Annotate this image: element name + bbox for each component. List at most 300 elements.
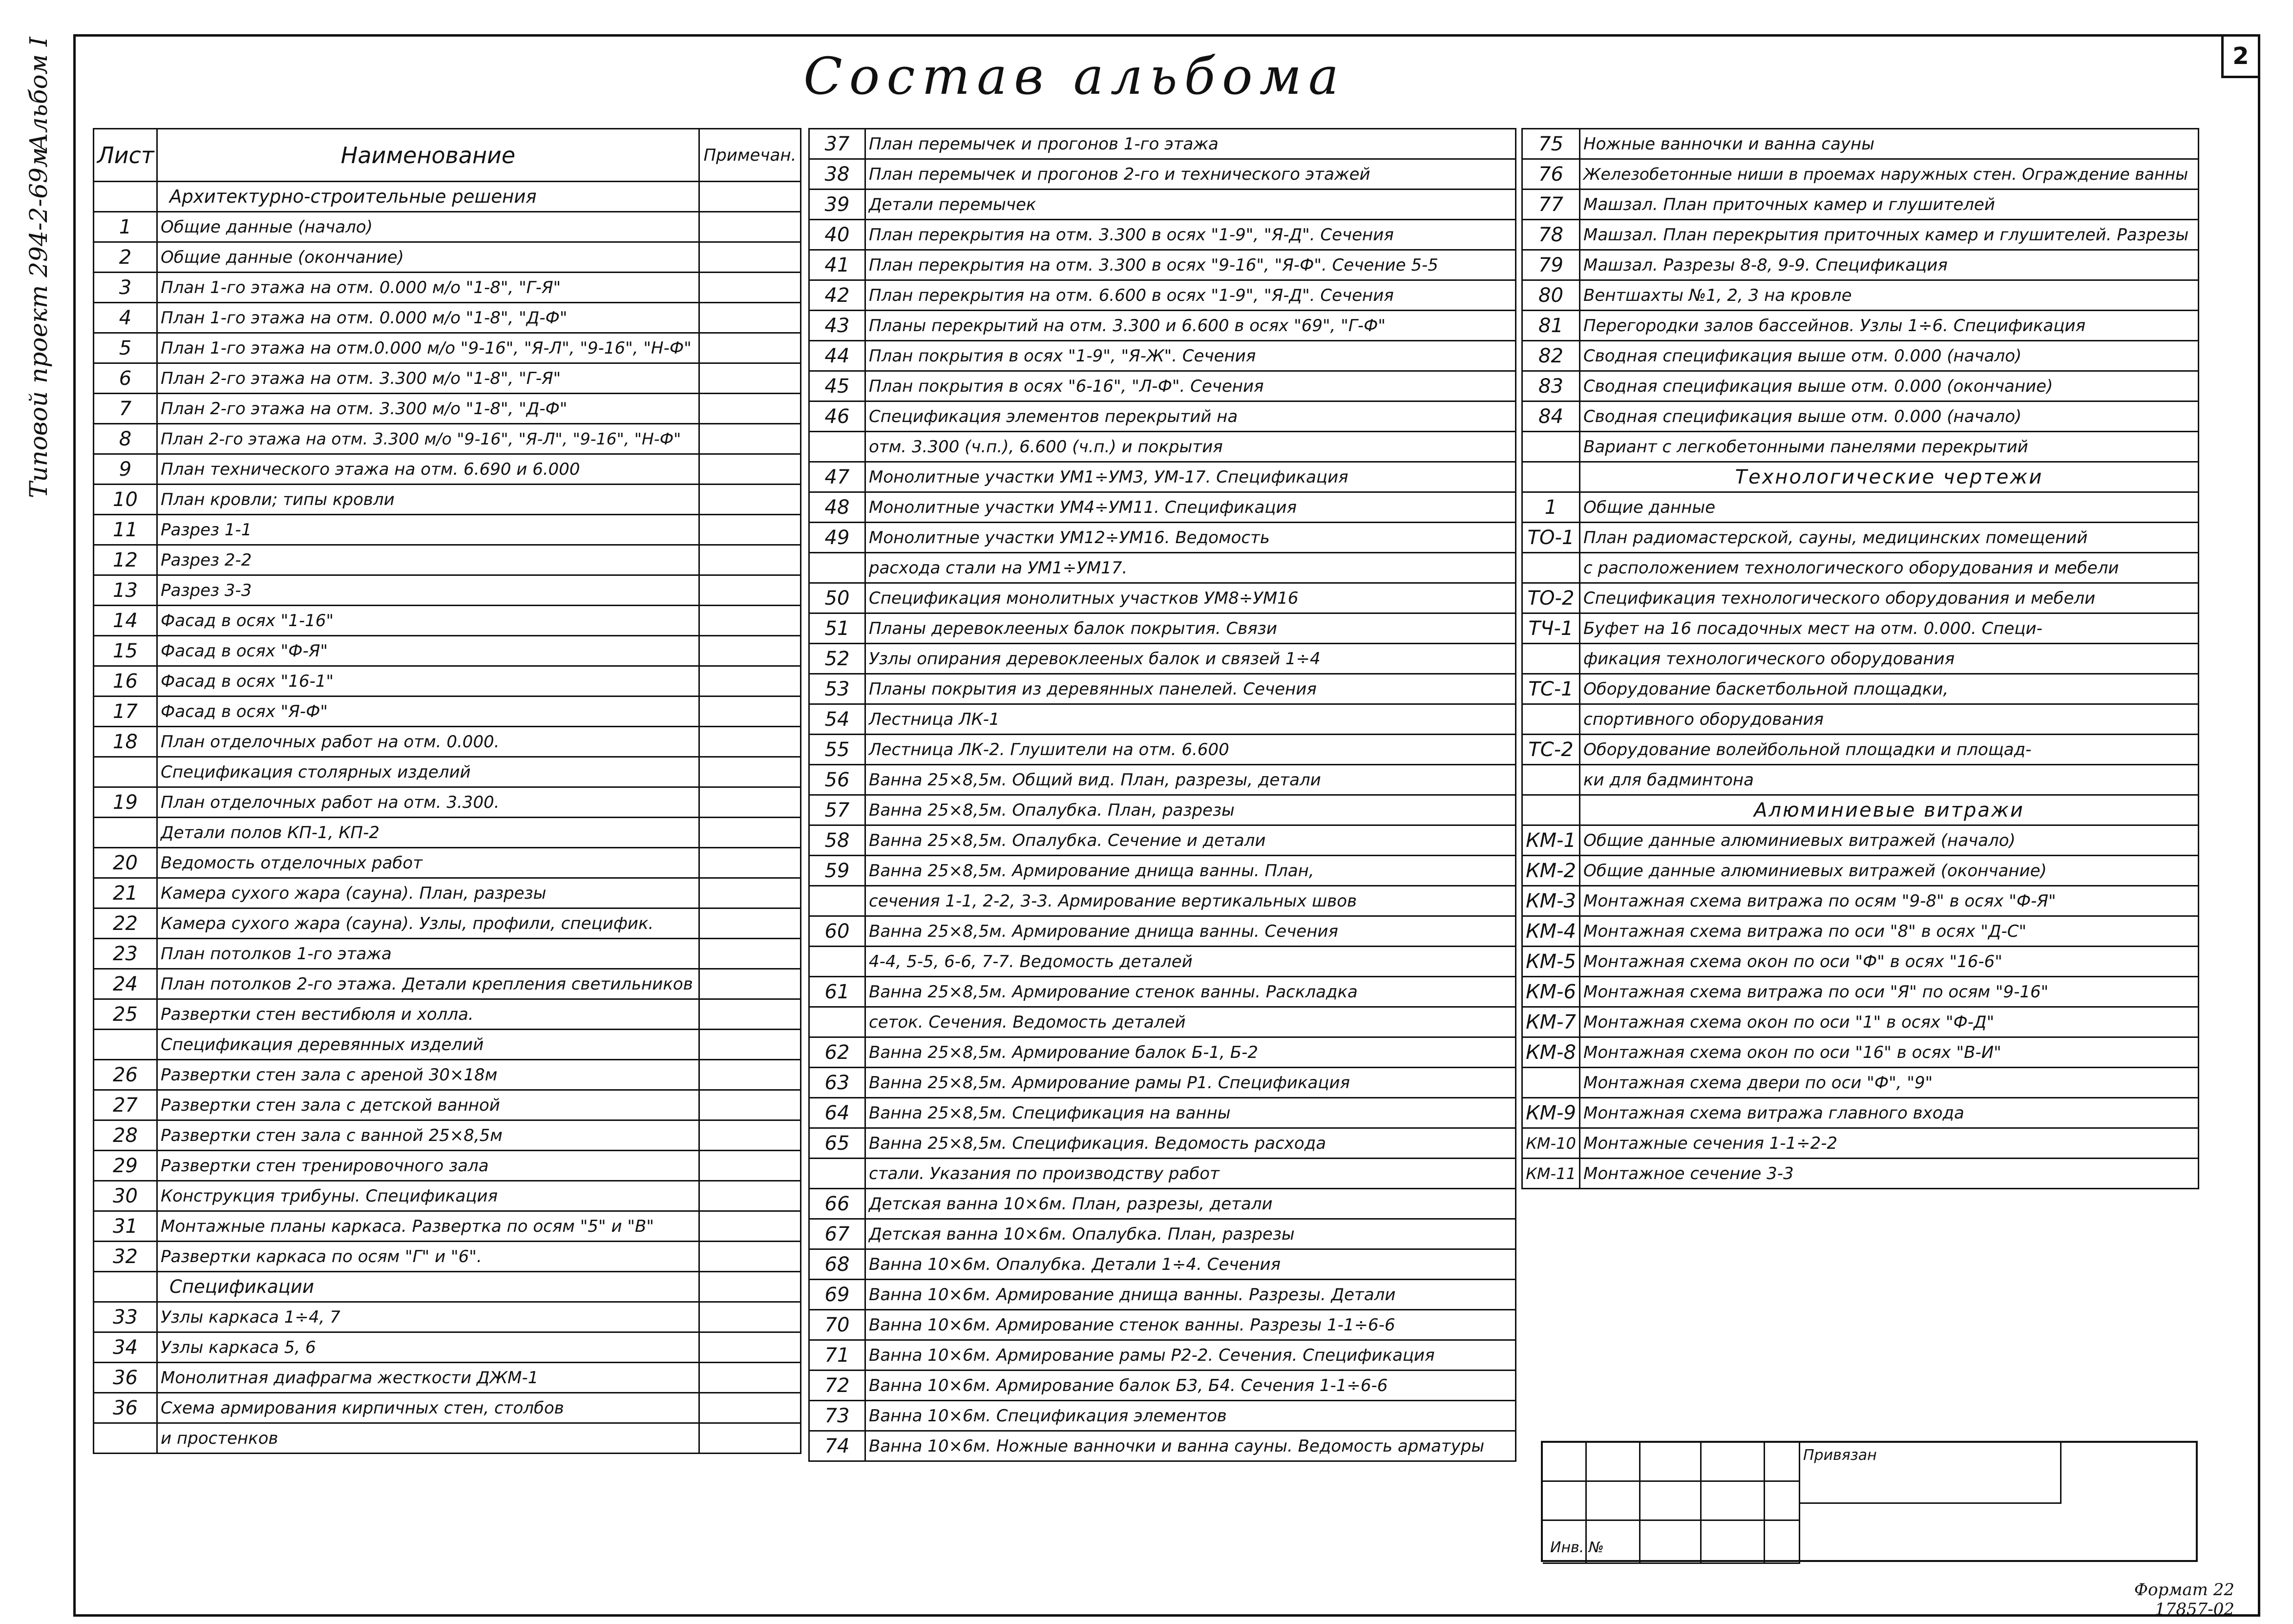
sheet-number-cell: ТС-1 — [1522, 674, 1580, 704]
table-row — [94, 1211, 801, 1242]
sheet-title-cell: План перемычек и прогонов 1-го этажа — [865, 129, 1516, 159]
table-row — [1522, 856, 2199, 886]
sheet-number-cell: 10 — [94, 485, 157, 515]
sheet-number-cell: 23 — [94, 939, 157, 969]
sheet-number-cell: 59 — [809, 856, 865, 886]
sheet-number-cell — [809, 1159, 865, 1189]
table-row — [94, 696, 801, 727]
sheet-title-cell: Камера сухого жара (сауна). Узлы, профили, специфик. — [157, 908, 699, 939]
sheet-title-cell: Узлы каркаса 5, 6 — [157, 1332, 699, 1363]
sheet-number-cell: 1 — [94, 212, 157, 242]
sheet-title-cell: План кровли; типы кровли — [157, 485, 699, 515]
side-label — [5, 37, 63, 694]
sheet-title-cell: Развертки стен зала с ареной 30×18м — [157, 1060, 699, 1090]
sheet-title-cell: Ванна 10×6м. Опалубка. Детали 1÷4. Сечения — [865, 1249, 1516, 1280]
table-row — [1522, 401, 2199, 432]
sheet-title-cell: Спецификация технологического оборудования и мебели — [1580, 583, 2199, 613]
table-row — [94, 1030, 801, 1060]
table-row — [809, 735, 1516, 765]
sheet-title-cell: Вариант с легкобетонными панелями перекрытий — [1580, 432, 2199, 462]
table-row — [1522, 341, 2199, 371]
sheet-number-cell: 62 — [809, 1037, 865, 1068]
sheet-title-cell: Общие данные — [1580, 492, 2199, 523]
sheet-number-cell: 8 — [94, 424, 157, 454]
sheet-number-cell: 84 — [1522, 401, 1580, 432]
note-cell — [699, 242, 801, 273]
table-row — [1522, 1159, 2199, 1189]
table-row — [809, 674, 1516, 704]
table-row — [94, 969, 801, 999]
sheet-number-cell: 63 — [809, 1068, 865, 1098]
sheet-title-cell: сечения 1-1, 2-2, 3-3. Армирование вертикальных швов — [865, 886, 1516, 916]
sheet-title-cell: Узлы опирания деревоклееных балок и связей 1÷4 — [865, 644, 1516, 674]
sheet-number-cell: 52 — [809, 644, 865, 674]
sheet-number-cell: 71 — [809, 1340, 865, 1371]
table-row — [809, 1128, 1516, 1159]
note-cell — [699, 848, 801, 878]
table-row — [809, 583, 1516, 613]
side-label-album: Альбом I — [24, 37, 53, 151]
sheet-title-cell: Монолитные участки УМ1÷УМ3, УМ-17. Спецификация — [865, 462, 1516, 492]
sheet-title-cell: Разрез 1-1 — [157, 515, 699, 545]
table-row — [809, 825, 1516, 856]
table-row — [809, 1007, 1516, 1037]
sheet-number-cell — [94, 1272, 157, 1302]
sheet-title-cell: Детали перемычек — [865, 190, 1516, 220]
sheet-number-cell — [809, 553, 865, 583]
sheet-title-cell: Вентшахты №1, 2, 3 на кровле — [1580, 280, 2199, 311]
note-cell — [699, 1151, 801, 1181]
sheet-title-cell: План потолков 2-го этажа. Детали крепления светильников — [157, 969, 699, 999]
sheet-title-cell: План отделочных работ на отм. 0.000. — [157, 727, 699, 757]
table-row — [1522, 735, 2199, 765]
sheet-title-cell: План технического этажа на отм. 6.690 и 6.000 — [157, 454, 699, 485]
sheet-number-cell — [809, 886, 865, 916]
table-row — [809, 1340, 1516, 1371]
note-cell — [699, 878, 801, 908]
sheet-title-cell: Схема армирования кирпичных стен, столбов — [157, 1393, 699, 1423]
sheet-title-cell: Общие данные (начало) — [157, 212, 699, 242]
sheet-title-cell: План 2-го этажа на отм. 3.300 м/о "1-8", "Г-Я" — [157, 363, 699, 394]
sheet-number-cell: 81 — [1522, 311, 1580, 341]
sheet-title-cell: План 2-го этажа на отм. 3.300 м/о "9-16", "Я-Л", "9-16", "Н-Ф" — [157, 424, 699, 454]
sheet-title-cell: План 2-го этажа на отм. 3.300 м/о "1-8", "Д-Ф" — [157, 394, 699, 424]
note-cell — [699, 363, 801, 394]
section-heading: Спецификации — [157, 1272, 699, 1302]
sheet-title-cell: Общие данные (окончание) — [157, 242, 699, 273]
sheet-number-cell — [1522, 704, 1580, 735]
note-cell — [699, 666, 801, 696]
sheet-title-cell: Детали полов КП-1, КП-2 — [157, 818, 699, 848]
sheet-number-cell: КМ-1 — [1522, 825, 1580, 856]
sheet-title-cell: Машзал. Разрезы 8-8, 9-9. Спецификация — [1580, 250, 2199, 280]
sheet-number-cell: 6 — [94, 363, 157, 394]
sheet-title-cell: Монтажная схема двери по оси "Ф", "9" — [1580, 1068, 2199, 1098]
sheet-title-cell: Оборудование волейбольной площадки и площад- — [1580, 735, 2199, 765]
table-row — [809, 523, 1516, 553]
note-cell — [699, 908, 801, 939]
sheet-title-cell: Перегородки залов бассейнов. Узлы 1÷6. Спецификация — [1580, 311, 2199, 341]
sheet-title-cell: Монтажная схема витража по осям "9-8" в осях "Ф-Я" — [1580, 886, 2199, 916]
sheet-title-cell: Развертки стен тренировочного зала — [157, 1151, 699, 1181]
table-row — [94, 908, 801, 939]
note-cell — [699, 999, 801, 1030]
sheet-title-cell: Монтажная схема витража по оси "8" в осях "Д-С" — [1580, 916, 2199, 947]
note-cell — [699, 1423, 801, 1454]
sheet-title-cell: Разрез 2-2 — [157, 545, 699, 575]
sheet-title-cell: План 1-го этажа на отм. 0.000 м/о "1-8", "Д-Ф" — [157, 303, 699, 333]
table-row — [94, 1181, 801, 1211]
table-row — [94, 333, 801, 363]
sheet-title-cell: Монтажное сечение 3-3 — [1580, 1159, 2199, 1189]
note-cell — [699, 1302, 801, 1332]
sheet-title-cell: Монтажная схема окон по оси "Ф" в осях "16-6" — [1580, 947, 2199, 977]
sheet-title-cell: Спецификация деревянных изделий — [157, 1030, 699, 1060]
sheet-title-cell: Ванна 25×8,5м. Армирование стенок ванны. Раскладка — [865, 977, 1516, 1007]
sheet-number-cell: 58 — [809, 825, 865, 856]
sheet-number-cell: 18 — [94, 727, 157, 757]
sheet-title-cell: Монолитная диафрагма жесткости ДЖМ-1 — [157, 1363, 699, 1393]
sheet-number-cell: 74 — [809, 1431, 865, 1461]
table-row — [1522, 311, 2199, 341]
table-row — [94, 1242, 801, 1272]
sheet-title-cell: Узлы каркаса 1÷4, 7 — [157, 1302, 699, 1332]
sheet-title-cell: Ванна 25×8,5м. Спецификация на ванны — [865, 1098, 1516, 1128]
sheet-number-cell: КМ-6 — [1522, 977, 1580, 1007]
sheet-title-cell: Детская ванна 10×6м. План, разрезы, детали — [865, 1189, 1516, 1219]
sheet-number-cell: 75 — [1522, 129, 1580, 159]
table-row — [1522, 492, 2199, 523]
sheet-title-cell: Монтажная схема окон по оси "16" в осях "В-И" — [1580, 1037, 2199, 1068]
sheet-title-cell: расхода стали на УМ1÷УМ17. — [865, 553, 1516, 583]
sheet-number-cell: 32 — [94, 1242, 157, 1272]
table-row — [809, 1310, 1516, 1340]
page-title: Состав альбома — [803, 46, 1346, 106]
note-cell — [699, 333, 801, 363]
sheet-number-cell: 55 — [809, 735, 865, 765]
sheet-number-cell: 49 — [809, 523, 865, 553]
table-row — [94, 363, 801, 394]
sheet-title-cell: Спецификация элементов перекрытий на — [865, 401, 1516, 432]
note-cell — [699, 969, 801, 999]
stamp-inventory-number: Инв. № — [1550, 1539, 1604, 1556]
table-row — [94, 727, 801, 757]
sheet-title-cell: Фасад в осях "16-1" — [157, 666, 699, 696]
sheet-title-cell: Фасад в осях "Я-Ф" — [157, 696, 699, 727]
sheet-title-cell: Сводная спецификация выше отм. 0.000 (начало) — [1580, 341, 2199, 371]
table-row — [1522, 825, 2199, 856]
sheet-number-cell: 77 — [1522, 190, 1580, 220]
sheet-number-cell: 46 — [809, 401, 865, 432]
sheet-number-cell — [94, 1030, 157, 1060]
sheet-title-cell: стали. Указания по производству работ — [865, 1159, 1516, 1189]
sheet-title-cell: Монолитные участки УМ12÷УМ16. Ведомость — [865, 523, 1516, 553]
note-cell — [699, 1332, 801, 1363]
sheet-number-cell: 12 — [94, 545, 157, 575]
table-row — [809, 371, 1516, 401]
sheet-title-cell: Ванна 10×6м. Армирование днища ванны. Разрезы. Детали — [865, 1280, 1516, 1310]
sheet-number-cell: 53 — [809, 674, 865, 704]
table-row — [809, 311, 1516, 341]
sheet-number-cell: 73 — [809, 1401, 865, 1431]
contents-table-2 — [808, 128, 1516, 1462]
table-row — [1522, 1068, 2199, 1098]
table-row — [1522, 583, 2199, 613]
sheet-number-cell — [1522, 462, 1580, 492]
sheet-number-cell: 67 — [809, 1219, 865, 1249]
sheet-number-cell — [1522, 765, 1580, 795]
table-row — [94, 818, 801, 848]
sheet-title-cell: Ванна 10×6м. Армирование рамы Р2-2. Сечения. Спецификация — [865, 1340, 1516, 1371]
table-row — [94, 515, 801, 545]
stamp-label: Привязан — [1803, 1447, 1877, 1464]
sheet-title-cell: План 1-го этажа на отм. 0.000 м/о "1-8", "Г-Я" — [157, 273, 699, 303]
sheet-title-cell: Ванна 25×8,5м. Армирование рамы Р1. Спецификация — [865, 1068, 1516, 1098]
note-cell — [699, 727, 801, 757]
sheet-number-cell: 25 — [94, 999, 157, 1030]
sheet-title-cell: Разрез 3-3 — [157, 575, 699, 606]
sheet-number-cell: 30 — [94, 1181, 157, 1211]
sheet-number-cell: 2 — [94, 242, 157, 273]
table-row — [94, 848, 801, 878]
note-cell — [699, 1030, 801, 1060]
table-row — [1522, 553, 2199, 583]
sheet-title-cell: фикация технологического оборудования — [1580, 644, 2199, 674]
sheet-number-cell: КМ-8 — [1522, 1037, 1580, 1068]
table-row — [809, 704, 1516, 735]
table-row — [1522, 795, 2199, 825]
sheet-title-cell: Ванна 10×6м. Ножные ванночки и ванна сауны. Ведомость арматуры — [865, 1431, 1516, 1461]
sheet-number-cell: 83 — [1522, 371, 1580, 401]
table-row — [809, 1371, 1516, 1401]
table-row — [94, 939, 801, 969]
table-row — [94, 999, 801, 1030]
section-heading: Архитектурно-строительные решения — [157, 182, 699, 212]
table-row — [1522, 613, 2199, 644]
sheet-number-cell: 13 — [94, 575, 157, 606]
sheet-number-cell: 79 — [1522, 250, 1580, 280]
note-cell — [699, 303, 801, 333]
sheet-number-cell: 64 — [809, 1098, 865, 1128]
sheet-title-cell: Спецификация столярных изделий — [157, 757, 699, 787]
sheet-title-cell: План перемычек и прогонов 2-го и технического этажей — [865, 159, 1516, 190]
section-heading: Алюминиевые витражи — [1580, 795, 2199, 825]
note-cell — [699, 424, 801, 454]
sheet-number-cell — [1522, 1068, 1580, 1098]
table-row — [809, 129, 1516, 159]
sheet-number-cell: 42 — [809, 280, 865, 311]
table-row — [809, 856, 1516, 886]
sheet-number-cell: 37 — [809, 129, 865, 159]
note-cell — [699, 818, 801, 848]
sheet-number-cell: 17 — [94, 696, 157, 727]
table-row — [94, 1332, 801, 1363]
sheet-title-cell: Монтажная схема витража главного входа — [1580, 1098, 2199, 1128]
sheet-number-cell: 51 — [809, 613, 865, 644]
header-name: Наименование — [157, 129, 699, 182]
sheet-title-cell: Спецификация монолитных участков УМ8÷УМ16 — [865, 583, 1516, 613]
sheet-number-cell: 43 — [809, 311, 865, 341]
sheet-number-cell: 22 — [94, 908, 157, 939]
table-row — [1522, 220, 2199, 250]
table-row — [94, 636, 801, 666]
sheet-title-cell: отм. 3.300 (ч.п.), 6.600 (ч.п.) и покрытия — [865, 432, 1516, 462]
contents-table-1 — [93, 128, 801, 1454]
sheet-title-cell: Планы покрытия из деревянных панелей. Сечения — [865, 674, 1516, 704]
header-sheet: Лист — [94, 129, 157, 182]
table-row — [809, 220, 1516, 250]
sheet-title-cell: ки для бадминтона — [1580, 765, 2199, 795]
sheet-title-cell: План потолков 1-го этажа — [157, 939, 699, 969]
sheet-title-cell: Машзал. План приточных камер и глушителей — [1580, 190, 2199, 220]
sheet-number-cell — [94, 818, 157, 848]
note-cell — [699, 485, 801, 515]
table-row — [94, 787, 801, 818]
sheet-number-cell — [809, 947, 865, 977]
note-cell — [699, 787, 801, 818]
table-row — [809, 341, 1516, 371]
table-row — [94, 212, 801, 242]
sheet-number: 2 — [2221, 37, 2258, 78]
sheet-number-cell: КМ-3 — [1522, 886, 1580, 916]
table-row — [809, 1401, 1516, 1431]
table-row — [94, 757, 801, 787]
table-row — [809, 644, 1516, 674]
sheet-title-cell: Конструкция трибуны. Спецификация — [157, 1181, 699, 1211]
sheet-number-cell: КМ-10 — [1522, 1128, 1580, 1159]
sheet-title-cell: Оборудование баскетбольной площадки, — [1580, 674, 2199, 704]
sheet-title-cell: Ванна 25×8,5м. Спецификация. Ведомость расхода — [865, 1128, 1516, 1159]
table-row — [94, 878, 801, 908]
sheet-number-cell: 65 — [809, 1128, 865, 1159]
sheet-title-cell: Ванна 25×8,5м. Армирование днища ванны. План, — [865, 856, 1516, 886]
sheet-title-cell: Камера сухого жара (сауна). План, разрезы — [157, 878, 699, 908]
sheet-title-cell: с расположением технологического оборудования и мебели — [1580, 553, 2199, 583]
sheet-title-cell: Планы перекрытий на отм. 3.300 и 6.600 в осях "69", "Г-Ф" — [865, 311, 1516, 341]
table-row — [809, 492, 1516, 523]
note-cell — [699, 939, 801, 969]
note-cell — [699, 1393, 801, 1423]
table-row — [94, 666, 801, 696]
sheet-number-cell: 20 — [94, 848, 157, 878]
table-row — [809, 462, 1516, 492]
table-row — [1522, 947, 2199, 977]
table-row — [1522, 129, 2199, 159]
table-row — [809, 795, 1516, 825]
table-row — [809, 280, 1516, 311]
sheet-number-cell: 11 — [94, 515, 157, 545]
sheet-title-cell: Сводная спецификация выше отм. 0.000 (начало) — [1580, 401, 2199, 432]
sheet-number-cell: КМ-2 — [1522, 856, 1580, 886]
table-row — [94, 1151, 801, 1181]
sheet-title-cell: Машзал. План перекрытия приточных камер и глушителей. Разрезы — [1580, 220, 2199, 250]
sheet-number-cell: 61 — [809, 977, 865, 1007]
sheet-title-cell: Фасад в осях "1-16" — [157, 606, 699, 636]
table-row — [809, 1037, 1516, 1068]
sheet-number-cell: ТО-2 — [1522, 583, 1580, 613]
sheet-number-cell: КМ-9 — [1522, 1098, 1580, 1128]
sheet-title-cell: Ванна 10×6м. Спецификация элементов — [865, 1401, 1516, 1431]
sheet-title-cell: Сводная спецификация выше отм. 0.000 (окончание) — [1580, 371, 2199, 401]
sheet-title-cell: Ванна 25×8,5м. Армирование днища ванны. Сечения — [865, 916, 1516, 947]
table-row — [809, 1431, 1516, 1461]
sheet-number-cell — [809, 432, 865, 462]
table-row — [94, 1120, 801, 1151]
table-row — [94, 303, 801, 333]
note-cell — [699, 182, 801, 212]
sheet-number-cell: КМ-7 — [1522, 1007, 1580, 1037]
table-header — [94, 129, 801, 182]
table-row — [809, 765, 1516, 795]
sheet-title-cell: Ванна 25×8,5м. Армирование балок Б-1, Б-2 — [865, 1037, 1516, 1068]
table-row — [1522, 1007, 2199, 1037]
table-row — [1522, 1098, 2199, 1128]
table-row — [94, 545, 801, 575]
table-row — [809, 1219, 1516, 1249]
table-row — [1522, 523, 2199, 553]
sheet-number-cell: 54 — [809, 704, 865, 735]
table-row — [1522, 704, 2199, 735]
sheet-number-cell: 80 — [1522, 280, 1580, 311]
table-row — [1522, 765, 2199, 795]
sheet-number-cell: 34 — [94, 1332, 157, 1363]
table-row — [809, 613, 1516, 644]
sheet-number-cell: 33 — [94, 1302, 157, 1332]
sheet-number-cell: 7 — [94, 394, 157, 424]
sheet-title-cell: Монтажная схема витража по оси "Я" по осям "9-16" — [1580, 977, 2199, 1007]
table-row — [94, 606, 801, 636]
sheet-number-cell: КМ-5 — [1522, 947, 1580, 977]
note-cell — [699, 696, 801, 727]
note-cell — [699, 394, 801, 424]
table-row — [1522, 1128, 2199, 1159]
sheet-number-cell: 39 — [809, 190, 865, 220]
header-note: Примечан. — [699, 129, 801, 182]
drawing-code: 17857-02 — [2155, 1600, 2234, 1619]
sheet-number-cell: 76 — [1522, 159, 1580, 190]
sheet-number-cell: 14 — [94, 606, 157, 636]
sheet-title-cell: Ванна 10×6м. Армирование балок Б3, Б4. Сечения 1-1÷6-6 — [865, 1371, 1516, 1401]
sheet-number-cell: КМ-11 — [1522, 1159, 1580, 1189]
sheet-title-cell: План перекрытия на отм. 6.600 в осях "1-9", "Я-Д". Сечения — [865, 280, 1516, 311]
format-label: Формат 22 — [2134, 1580, 2234, 1600]
sheet-number-cell: 16 — [94, 666, 157, 696]
table-row — [809, 977, 1516, 1007]
sheet-title-cell: Лестница ЛК-2. Глушители на отм. 6.600 — [865, 735, 1516, 765]
table-row — [809, 401, 1516, 432]
sheet-number-cell: 70 — [809, 1310, 865, 1340]
sheet-title-cell: Развертки каркаса по осям "Г" и "6". — [157, 1242, 699, 1272]
sheet-number-cell: ТО-1 — [1522, 523, 1580, 553]
table-row — [809, 553, 1516, 583]
sheet-number-cell: 47 — [809, 462, 865, 492]
sheet-title-cell: Ванна 25×8,5м. Опалубка. План, разрезы — [865, 795, 1516, 825]
table-row — [94, 1272, 801, 1302]
note-cell — [699, 273, 801, 303]
table-row — [94, 1393, 801, 1423]
table-row — [1522, 432, 2199, 462]
note-cell — [699, 1120, 801, 1151]
table-row — [94, 1363, 801, 1393]
sheet-title-cell: Планы деревоклееных балок покрытия. Связи — [865, 613, 1516, 644]
note-cell — [699, 1211, 801, 1242]
sheet-number-cell: 56 — [809, 765, 865, 795]
sheet-title-cell: Железобетонные ниши в проемах наружных стен. Ограждение ванны — [1580, 159, 2199, 190]
table-row — [809, 1249, 1516, 1280]
sheet-number-cell: ТЧ-1 — [1522, 613, 1580, 644]
table-row — [1522, 159, 2199, 190]
sheet-number-cell — [809, 1007, 865, 1037]
